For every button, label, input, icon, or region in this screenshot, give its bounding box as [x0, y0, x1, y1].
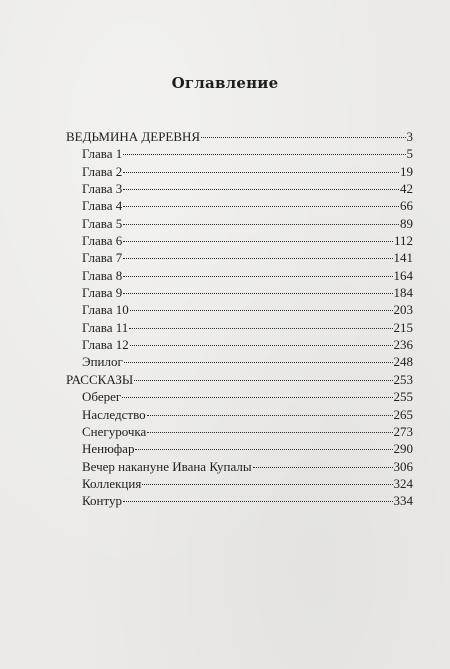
toc-entry-label: Глава 8 [82, 267, 123, 283]
toc-entry-page-number: 334 [393, 493, 413, 509]
toc-entry-label: Глава 5 [82, 215, 123, 231]
toc-chapter-entry [66, 353, 413, 370]
toc-entry-page-number: 265 [393, 406, 413, 422]
toc-chapter-entry [66, 267, 413, 284]
toc-section-entry [66, 128, 413, 145]
toc-entry-label: Оберег [82, 389, 122, 405]
toc-entry-label: Глава 9 [82, 285, 123, 301]
toc-entry-label: Ненюфар [82, 441, 135, 457]
toc-entry-label: Эпилог [82, 354, 123, 370]
toc-entry-page-number: 215 [393, 319, 413, 335]
toc-entry-label: Наследство [82, 406, 146, 422]
toc-chapter-entry [66, 163, 413, 180]
toc-entry-label: Глава 11 [82, 319, 129, 335]
toc-chapter-entry [66, 336, 413, 353]
dot-leader [123, 154, 405, 155]
toc-chapter-entry [66, 475, 413, 492]
dot-leader [123, 501, 393, 502]
toc-entry-label: Глава 1 [82, 146, 123, 162]
toc-entry-page-number: 306 [393, 458, 413, 474]
toc-entry-label: Глава 3 [82, 181, 123, 197]
toc-entry-label: Глава 2 [82, 163, 123, 179]
toc-entry-page-number: 184 [393, 285, 413, 301]
dot-leader [123, 189, 399, 190]
toc-entry-page-number: 5 [406, 146, 413, 162]
toc-entry-label: Глава 4 [82, 198, 123, 214]
toc-entry-label: Глава 6 [82, 233, 123, 249]
dot-leader [123, 241, 393, 242]
toc-chapter-entry [66, 232, 413, 249]
toc-chapter-entry [66, 406, 413, 423]
toc-entry-page-number: 324 [393, 475, 413, 491]
dot-leader [135, 449, 392, 450]
dot-leader [123, 276, 392, 277]
dot-leader [124, 362, 393, 363]
toc-entry-page-number: 66 [400, 198, 413, 214]
toc-entry-label: Контур [82, 493, 122, 509]
dot-leader [129, 328, 392, 329]
toc-chapter-entry [66, 249, 413, 266]
toc-title: Оглавление [171, 74, 279, 92]
toc-chapter-entry [66, 458, 413, 475]
table-of-contents [66, 128, 413, 510]
toc-entry-page-number: 19 [400, 163, 413, 179]
toc-chapter-entry [66, 319, 413, 336]
toc-entry-label: Глава 7 [82, 250, 123, 266]
dot-leader [123, 258, 392, 259]
toc-entry-page-number: 253 [393, 371, 413, 387]
toc-entry-page-number: 248 [393, 354, 413, 370]
toc-entry-page-number: 42 [400, 181, 413, 197]
toc-entry-label: Глава 10 [82, 302, 129, 318]
dot-leader [130, 310, 393, 311]
toc-chapter-entry [66, 492, 413, 509]
dot-leader [123, 224, 399, 225]
toc-chapter-entry [66, 301, 413, 318]
toc-entry-label: ВЕДЬМИНА ДЕРЕВНЯ [66, 129, 201, 144]
dot-leader [147, 432, 392, 433]
toc-entry-label: Снегурочка [82, 423, 147, 439]
dot-leader [122, 397, 392, 398]
toc-chapter-entry [66, 180, 413, 197]
dot-leader [123, 172, 399, 173]
toc-entry-page-number: 89 [400, 215, 413, 231]
toc-entry-label: РАССКАЗЫ [66, 371, 134, 387]
dot-leader [134, 380, 392, 381]
toc-entry-page-number: 273 [393, 423, 413, 439]
toc-chapter-entry [66, 423, 413, 440]
toc-chapter-entry [66, 388, 413, 405]
toc-entry-page-number: 112 [393, 233, 413, 249]
dot-leader [123, 293, 392, 294]
dot-leader [130, 345, 393, 346]
dot-leader [147, 415, 393, 416]
toc-entry-page-number: 236 [393, 337, 413, 353]
toc-entry-page-number: 255 [393, 389, 413, 405]
toc-entry-page-number: 3 [406, 129, 413, 144]
toc-entry-page-number: 203 [393, 302, 413, 318]
dot-leader [201, 137, 405, 138]
dot-leader [123, 206, 399, 207]
toc-chapter-entry [66, 197, 413, 214]
toc-entry-label: Коллекция [82, 475, 142, 491]
toc-entry-page-number: 290 [393, 441, 413, 457]
toc-chapter-entry [66, 440, 413, 457]
toc-chapter-entry [66, 145, 413, 162]
toc-entry-page-number: 164 [393, 267, 413, 283]
toc-entry-label: Вечер накануне Ивана Купалы [82, 458, 252, 474]
toc-chapter-entry [66, 284, 413, 301]
toc-entry-label: Глава 12 [82, 337, 129, 353]
dot-leader [142, 484, 392, 485]
toc-chapter-entry [66, 215, 413, 232]
toc-entry-page-number: 141 [393, 250, 413, 266]
dot-leader [253, 467, 393, 468]
toc-section-entry [66, 371, 413, 388]
